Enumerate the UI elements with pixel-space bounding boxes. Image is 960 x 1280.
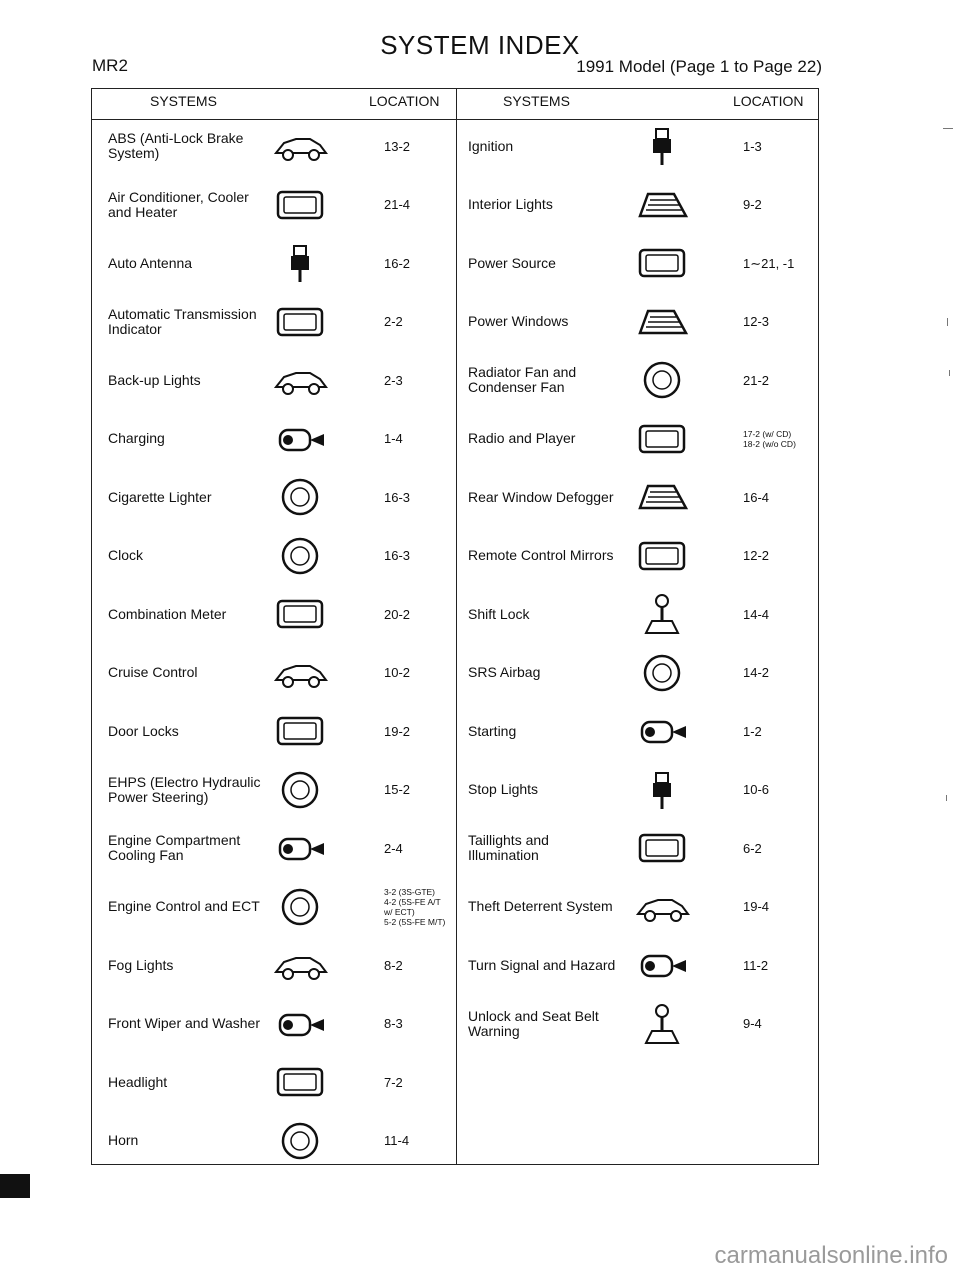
system-name: Combination Meter — [108, 605, 227, 622]
seat-belt-icon — [634, 1003, 692, 1052]
location-value: 19-2 — [384, 723, 411, 739]
system-name: Engine Control and ECT — [108, 898, 260, 914]
alternator-icon — [272, 418, 330, 467]
location-value: 15-2 — [384, 782, 411, 797]
horn-icon — [272, 1120, 330, 1169]
location-value: 2-4 — [384, 840, 403, 856]
location-value: 10-2 — [384, 665, 411, 680]
right-systems-header: SYSTEMS — [503, 93, 570, 109]
right-location-header: LOCATION — [733, 93, 804, 109]
location-value: 1-4 — [384, 431, 403, 446]
location-value: 6-2 — [743, 840, 762, 856]
location-value: 19-4 — [743, 899, 770, 914]
system-name: Taillights and Illumination — [468, 832, 549, 863]
location-value: 11-2 — [743, 957, 769, 973]
system-name: Fog Lights — [108, 956, 174, 973]
location-value: 21-2 — [743, 372, 770, 388]
location-value: 11-4 — [384, 1133, 410, 1148]
starter-motor-icon — [634, 710, 692, 759]
location-value: 1-3 — [743, 138, 762, 154]
margin-mark — [943, 128, 953, 129]
system-name: Horn — [108, 1132, 139, 1148]
location-value: 12-3 — [743, 314, 770, 329]
location-value: 13-2 — [384, 138, 411, 154]
system-name: Back-up Lights — [108, 371, 201, 388]
location-value: 16-4 — [743, 489, 770, 505]
page-title: SYSTEM INDEX — [380, 30, 580, 60]
door-lock-icon — [272, 710, 330, 759]
antenna-motor-icon — [272, 242, 330, 291]
combination-meter-icon — [272, 593, 330, 642]
location-value: 16-2 — [384, 255, 411, 271]
theft-car-icon — [634, 886, 692, 935]
margin-mark — [949, 370, 950, 376]
system-name: Interior Lights — [468, 196, 553, 212]
location-value: 8-3 — [384, 1016, 403, 1031]
location-value: 3-2 (3S-GTE) 4-2 (5S-FE A/T w/ ECT) 5-2 (5S-FE M/T) — [384, 886, 446, 927]
header-divider — [92, 119, 818, 120]
margin-mark — [947, 318, 948, 326]
airbag-icon — [634, 652, 692, 701]
turn-signal-icon — [634, 944, 692, 993]
location-value: 9-2 — [743, 197, 762, 212]
margin-mark — [946, 795, 947, 801]
ac-unit-icon — [272, 184, 330, 233]
radio-icon — [634, 418, 692, 467]
system-name: Ignition — [468, 137, 514, 154]
index-table — [91, 88, 819, 1165]
location-value: 8-2 — [384, 957, 403, 973]
clock-icon — [272, 535, 330, 584]
system-name: Air Conditioner, Cooler and Heater — [108, 188, 249, 220]
system-name: Front Wiper and Washer — [108, 1015, 260, 1031]
location-value: 21-4 — [384, 197, 411, 212]
prndl-indicator-icon — [272, 301, 330, 350]
system-name: Unlock and Seat Belt Warning — [468, 1007, 599, 1039]
cigarette-lighter-icon — [272, 476, 330, 525]
system-name: EHPS (Electro Hydraulic Power Steering) — [108, 773, 261, 805]
cruise-car-icon — [272, 652, 330, 701]
location-value: 2-2 — [384, 314, 403, 329]
engine-control-icon — [272, 886, 330, 935]
system-name: Cigarette Lighter — [108, 488, 212, 505]
shift-lever-icon — [634, 593, 692, 642]
system-name: Auto Antenna — [108, 254, 193, 271]
power-window-icon — [634, 301, 692, 350]
fog-light-car-icon — [272, 944, 330, 993]
location-value: 16-3 — [384, 548, 411, 563]
system-name: Turn Signal and Hazard — [468, 956, 616, 973]
defogger-icon — [634, 476, 692, 525]
system-name: Door Locks — [108, 722, 179, 739]
location-value: 16-3 — [384, 489, 411, 505]
system-name: Charging — [108, 430, 165, 446]
system-name: Power Windows — [468, 313, 569, 329]
page-corner-mark — [0, 1174, 30, 1198]
page-subtitle: 1991 Model (Page 1 to Page 22) — [576, 57, 822, 76]
system-name: Stop Lights — [468, 781, 539, 797]
system-name: Automatic Transmission Indicator — [108, 305, 257, 337]
mirror-icon — [634, 535, 692, 584]
left-systems-header: SYSTEMS — [150, 93, 217, 109]
location-value: 14-2 — [743, 665, 770, 680]
stop-light-icon — [634, 769, 692, 818]
location-value: 1∼21, -1 — [743, 255, 795, 271]
backup-light-icon — [272, 359, 330, 408]
location-value: 10-6 — [743, 782, 770, 797]
system-name: Headlight — [108, 1073, 168, 1090]
model-name: MR2 — [92, 56, 128, 75]
left-location-header: LOCATION — [369, 93, 440, 109]
system-name: Engine Compartment Cooling Fan — [108, 832, 241, 863]
location-value: 20-2 — [384, 606, 411, 622]
interior-light-icon — [634, 184, 692, 233]
watermark: carmanualsonline.info — [714, 1242, 948, 1269]
system-name: Starting — [468, 722, 517, 739]
system-name: Clock — [108, 547, 144, 563]
spark-plug-icon — [634, 125, 692, 174]
location-value: 7-2 — [384, 1074, 403, 1090]
system-name: Theft Deterrent System — [468, 898, 613, 914]
location-value: 9-4 — [743, 1016, 762, 1031]
system-name: Rear Window Defogger — [468, 488, 614, 505]
system-name: Power Source — [468, 254, 556, 271]
system-name: Cruise Control — [108, 664, 198, 680]
battery-icon — [634, 242, 692, 291]
headlight-icon — [272, 1061, 330, 1110]
system-name: ABS (Anti-Lock Brake System) — [108, 130, 244, 161]
column-divider — [456, 89, 457, 1164]
engine-fan-icon — [272, 827, 330, 876]
system-name: Radio and Player — [468, 430, 576, 446]
system-name: Remote Control Mirrors — [468, 547, 614, 563]
location-value: 2-3 — [384, 372, 403, 388]
taillight-icon — [634, 827, 692, 876]
system-name: SRS Airbag — [468, 664, 541, 680]
system-name: Shift Lock — [468, 605, 530, 622]
location-value: 14-4 — [743, 606, 770, 622]
wiper-motor-icon — [272, 1003, 330, 1052]
abs-car-icon — [272, 125, 330, 174]
steering-wheel-icon — [272, 769, 330, 818]
system-name: Radiator Fan and Condenser Fan — [468, 364, 577, 395]
radiator-fan-icon — [634, 359, 692, 408]
location-value: 17-2 (w/ CD) 18-2 (w/o CD) — [743, 428, 796, 449]
location-value: 1-2 — [743, 723, 762, 739]
location-value: 12-2 — [743, 548, 770, 563]
